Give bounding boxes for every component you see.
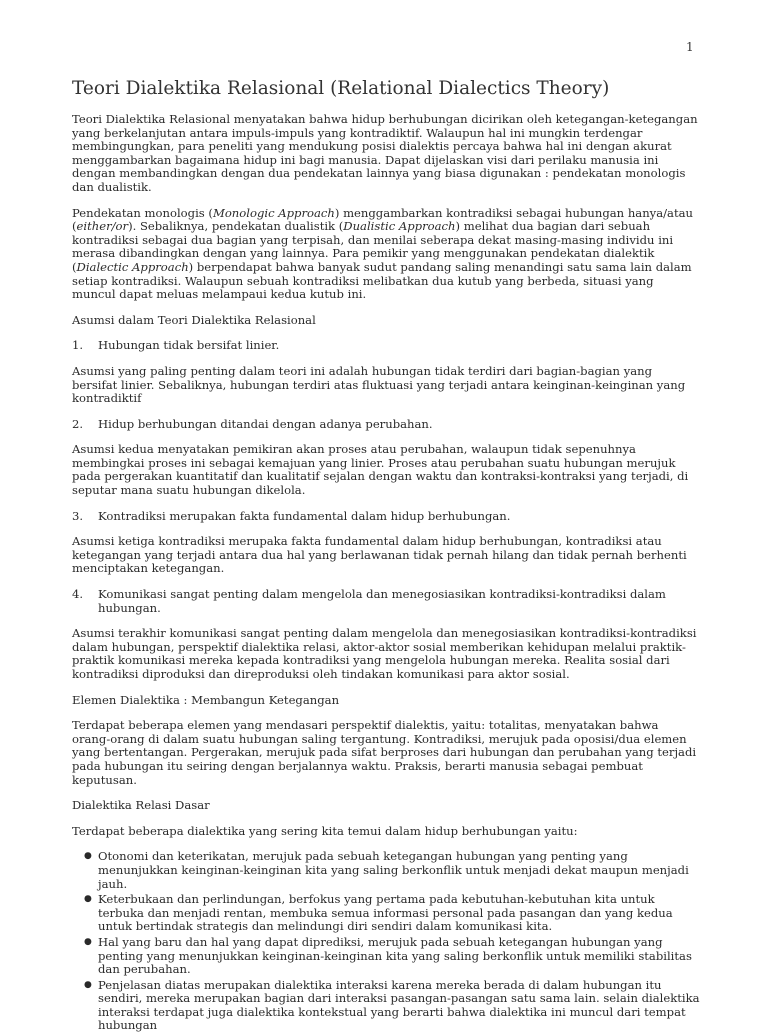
term-monologic: Monologic Approach bbox=[212, 205, 335, 220]
assumption-2-title: 2. Hidup berhubungan ditandai dengan adanya perubahan. bbox=[72, 416, 433, 431]
assumption-1-title: 1. Hubungan tidak bersifat linier. bbox=[72, 338, 280, 353]
bullet-icon: ● bbox=[84, 851, 92, 862]
list-item: ● Penjelasan diatas merupakan dialektika interaksi karena mereka berada di dalam hubungan itu sendiri, mereka merupakan bagian dari interaksi pasangan-pasangan satu sama lain. selain dialektika interaksi terdapat juga dialektika kontekstual yang berarti bahwa dialektika ini muncul dari tempat hubungan bbox=[72, 979, 700, 1033]
basic-dialectics-heading: Dialektika Relasi Dasar bbox=[72, 798, 210, 813]
elements-paragraph: Terdapat beberapa elemen yang mendasari perspektif dialektis, yaitu: totalitas, menyatakan bahwa orang-orang di dalam suatu hubungan saling tergantung. Kontradiksi, merujuk pada oposisi/dua elemen yang bertentangan. Pergerakan, merujuk pada sifat berproses dari hubungan dan perubahan yang terjadi pada hubungan itu seiring dengan berjalannya waktu. Praksis, berarti manusia sebagai pembuat keputusan. bbox=[72, 718, 697, 787]
page-number: 1 bbox=[686, 40, 694, 54]
term-dialectic: Dialectic Approach bbox=[76, 259, 189, 274]
term-dualistic: Dualistic Approach bbox=[343, 219, 456, 234]
approaches-paragraph: Pendekatan monologis (Monologic Approach) menggambarkan kontradiksi sebagai hubungan hanya/atau (either/or). Sebaliknya, pendekatan dualistik (Dualistic Approach) melihat dua bagian dari sebuah kontradiksi sebagai dua bagian yang terpisah, dan menilai seberapa dekat masing-masing individu ini merasa dibandingkan dengan yang lainnya. Para pemikir yang menggunakan pendekatan dialektik (Dialectic Approach) berpendapat bahwa banyak sudut pandang saling menandingi satu sama lain dalam setiap kontradiksi. Walaupun sebuah kontradiksi melibatkan dua kutub yang berbeda, situasi yang muncul dapat meluas melampaui kedua kutub ini. bbox=[72, 205, 693, 302]
bullet-icon: ● bbox=[84, 936, 92, 947]
elements-heading: Elemen Dialektika : Membangun Ketegangan bbox=[72, 692, 340, 707]
list-item: ● Otonomi dan keterikatan, merujuk pada sebuah ketegangan hubungan yang penting yang menunjukkan keinginan-keinginan kita yang saling berkonflik untuk menjadi dekat maupun menjadi jauh. bbox=[72, 850, 700, 891]
bullet-icon: ● bbox=[84, 979, 92, 990]
list-item: ● Keterbukaan dan perlindungan, berfokus yang pertama pada kebutuhan-kebutuhan kita untuk terbuka dan menjadi rentan, membuka semua informasi personal pada pasangan dan yang kedua untuk bertindak strategis dan melindungi diri sendiri dalam komunikasi kita. bbox=[72, 893, 700, 934]
basic-dialectics-intro: Terdapat beberapa dialektika yang sering kita temui dalam hidup berhubungan yaitu: bbox=[72, 823, 578, 838]
dialectics-list bbox=[72, 850, 700, 1033]
intro-paragraph: Teori Dialektika Relasional menyatakan bahwa hidup berhubungan dicirikan oleh ketegangan-ketegangan yang berkelanjutan antara impuls-impuls yang kontradiktif. Walaupun hal ini mungkin terdengar membingungkan, para peneliti yang mendukung posisi dialektis percaya bahwa hal ini dengan akurat menggambarkan bagaimana hidup ini bagi manusia. Dapat dijelaskan visi dari perilaku manusia ini dengan membandingkan dengan dua pendekatan lainnya yang biasa digunakan : pendekatan monologis dan dualistik. bbox=[72, 112, 698, 194]
term-either-or: either/or bbox=[76, 219, 129, 234]
assumption-2-body: Asumsi kedua menyatakan pemikiran akan proses atau perubahan, walaupun tidak sepenuhnya membingkai proses ini sebagai kemajuan yang linier. Proses atau perubahan suatu hubungan merujuk pada pergerakan kuantitatif dan kualitatif sejalan dengan waktu dan kontraksi-kontraksi yang terjadi, di seputar mana suatu hubungan dikelola. bbox=[72, 442, 689, 498]
assumption-4-title: 4. Komunikasi sangat penting dalam mengelola dan menegosiasikan kontradiksi-kontradiksi dalam hubungan. bbox=[72, 587, 666, 615]
bullet-icon: ● bbox=[84, 894, 92, 905]
list-item: ● Hal yang baru dan hal yang dapat diprediksi, merujuk pada sebuah ketegangan hubungan yang penting yang menunjukkan keinginan-keinginan kita yang saling berkonflik untuk memiliki stabilitas dan perubahan. bbox=[72, 936, 700, 977]
assumption-3-title: 3. Kontradiksi merupakan fakta fundamental dalam hidup berhubungan. bbox=[72, 508, 511, 523]
assumption-4-body: Asumsi terakhir komunikasi sangat penting dalam mengelola dan menegosiasikan kontradiksi-kontradiksi dalam hubungan, perspektif dialektika relasi, aktor-aktor sosial memberikan kehidupan melalui praktik-praktik komunikasi mereka kepada kontradiksi yang mengelola hubungan mereka. Realita sosial dari kontradiksi diproduksi dan direproduksi oleh tindakan komunikasi para aktor sosial. bbox=[72, 626, 697, 681]
assumptions-heading: Asumsi dalam Teori Dialektika Relasional bbox=[72, 312, 316, 327]
assumption-1-body: Asumsi yang paling penting dalam teori ini adalah hubungan tidak terdiri dari bagian-bagian yang bersifat linier. Sebaliknya, hubungan terdiri atas fluktuasi yang terjadi antara keinginan-keinginan yang kontradiktif bbox=[72, 363, 686, 406]
assumption-3-body: Asumsi ketiga kontradiksi merupaka fakta fundamental dalam hidup berhubungan, kontradiksi atau ketegangan yang terjadi antara dua hal yang berlawanan tidak pernah hilang dan tidak pernah berhenti menciptakan ketegangan. bbox=[72, 534, 687, 576]
document-title: Teori Dialektika Relasional (Relational Dialectics Theory) bbox=[72, 78, 610, 99]
document-body bbox=[72, 78, 700, 1035]
